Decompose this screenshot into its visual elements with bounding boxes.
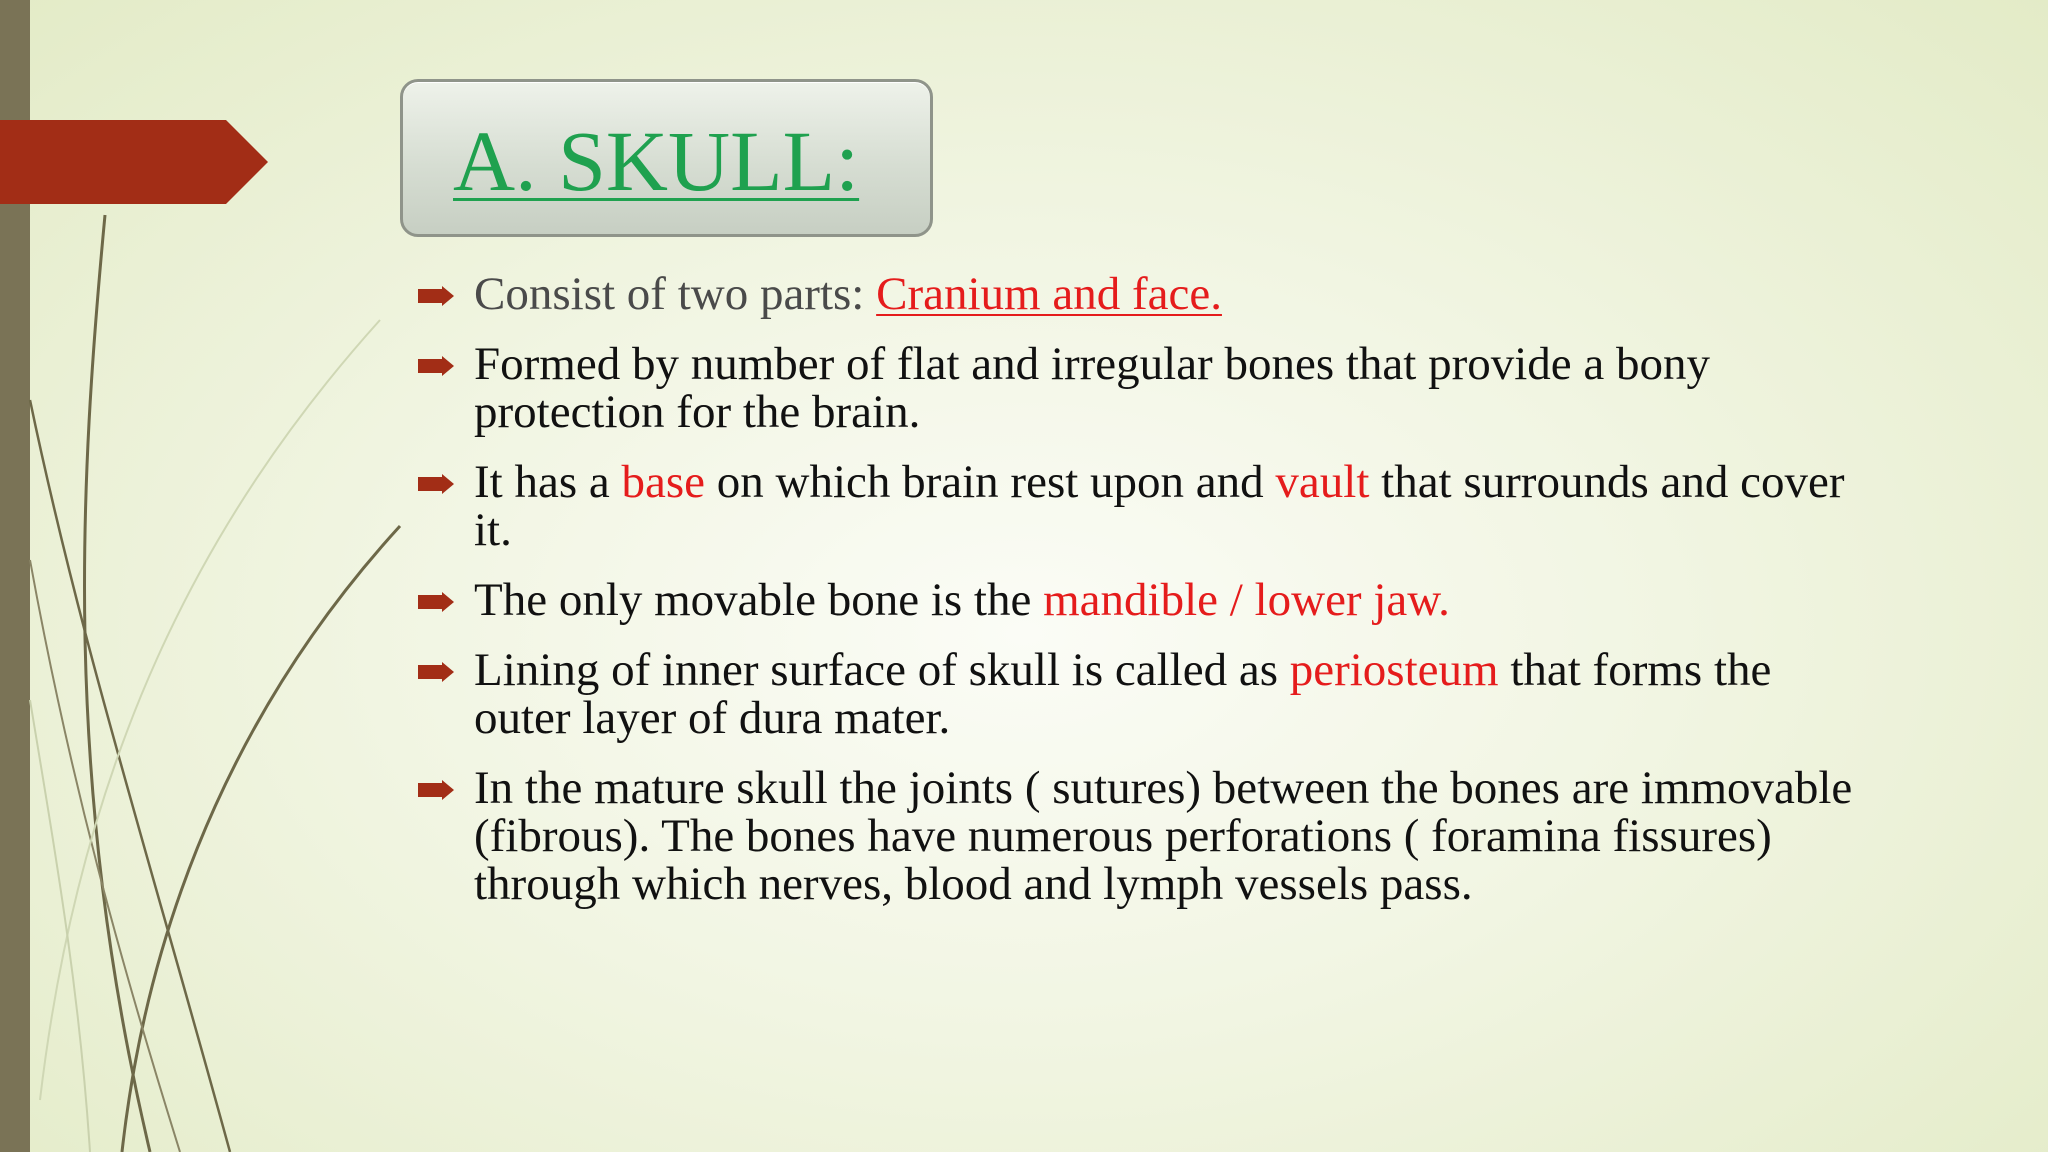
highlighted-term: periosteum <box>1289 644 1499 696</box>
bullet-text: that surrounds and cover it. <box>474 456 1845 556</box>
bullet-item <box>418 764 1858 908</box>
arrow-bullet-icon <box>418 286 454 306</box>
arrow-bullet-icon <box>418 356 454 376</box>
bullet-item <box>418 340 1858 436</box>
bullet-item <box>418 458 1858 554</box>
bullet-text: It has a <box>474 456 622 508</box>
bullet-item <box>418 270 1858 318</box>
highlighted-term: base <box>621 456 705 508</box>
highlighted-term: Cranium and face. <box>876 268 1222 320</box>
bullet-text: The only movable bone is the <box>474 574 1044 626</box>
arrow-bullet-icon <box>418 474 454 494</box>
title-box <box>400 79 933 237</box>
bullet-text: In the mature skull the joints ( sutures) between the bones are immovable (fibrous). The bones have numerous perforations ( foramina fissures) through which nerves, blood and lymph vessels pass. <box>474 762 1853 910</box>
slide-title: A. SKULL: <box>453 113 860 209</box>
red-arrow-banner <box>0 120 268 204</box>
bullet-list <box>418 270 1858 930</box>
bullet-text: Lining of inner surface of skull is called as <box>474 644 1290 696</box>
bullet-text: Consist of two parts: <box>474 268 877 320</box>
highlighted-term: mandible / lower jaw. <box>1043 574 1450 626</box>
bullet-text: on which brain rest upon and <box>705 456 1276 508</box>
arrow-bullet-icon <box>418 780 454 800</box>
bullet-text: that forms the outer layer of dura mater. <box>474 644 1772 744</box>
bullet-item <box>418 646 1858 742</box>
arrow-bullet-icon <box>418 592 454 612</box>
bullet-text: Formed by number of flat and irregular bones that provide a bony protection for the brain. <box>474 338 1711 438</box>
highlighted-term: vault <box>1275 456 1370 508</box>
bullet-item <box>418 576 1858 624</box>
arrow-bullet-icon <box>418 662 454 682</box>
